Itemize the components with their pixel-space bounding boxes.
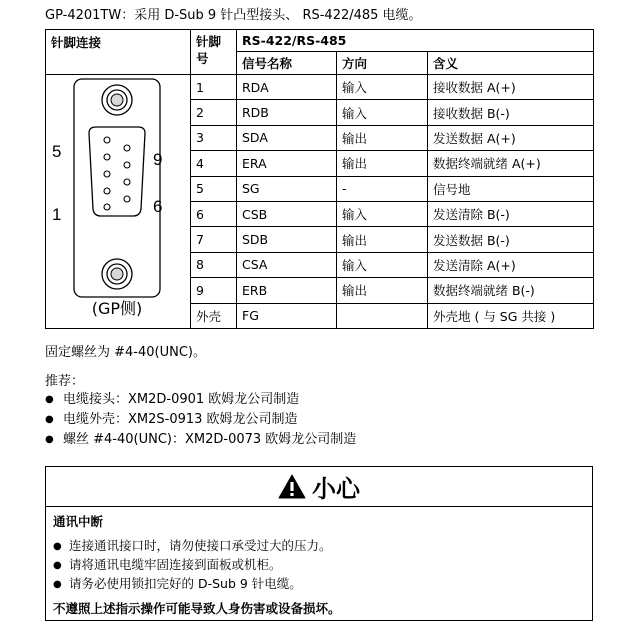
direction-cell: [337, 303, 428, 328]
bullet-icon: ●: [53, 560, 62, 571]
pin-cell: 2: [191, 100, 237, 125]
bullet-icon: ●: [45, 414, 54, 425]
signal-cell: SDB: [237, 227, 337, 252]
gp-side-label: (GP侧): [91, 299, 143, 318]
pin-hole: [104, 188, 110, 194]
direction-cell: 输出: [337, 125, 428, 150]
pin-cell: 1: [191, 75, 237, 100]
pin-hole: [104, 171, 110, 177]
top-screw-icon: [102, 85, 132, 115]
bullet-icon: ●: [45, 394, 54, 405]
table-row: [46, 75, 594, 100]
pin-hole: [124, 196, 130, 202]
meaning-cell: 信号地: [428, 176, 594, 201]
pin-hole: [104, 204, 110, 210]
meaning-cell: 数据终端就绪 A(+): [428, 151, 594, 176]
bullet-icon: ●: [45, 434, 54, 445]
direction-cell: 输入: [337, 201, 428, 226]
caution-item-text: 请务必使用锁扣完好的 D-Sub 9 针电缆。: [69, 576, 302, 591]
pin-hole: [104, 154, 110, 160]
pin-cell: 外壳: [191, 303, 237, 328]
pin-cell: 6: [191, 201, 237, 226]
meaning-cell: 发送数据 A(+): [428, 125, 594, 150]
pin-cell: 4: [191, 151, 237, 176]
meaning-cell: 外壳地 ( 与 SG 共接 ): [428, 303, 594, 328]
pin-cell: 7: [191, 227, 237, 252]
signal-cell: RDB: [237, 100, 337, 125]
signal-cell: SG: [237, 176, 337, 201]
pin-label-1: 1: [52, 205, 62, 224]
direction-cell: -: [337, 176, 428, 201]
pin-label-5: 5: [52, 142, 62, 161]
d-sub-face: [89, 127, 145, 216]
pin-cell: 5: [191, 176, 237, 201]
signal-cell: RDA: [237, 75, 337, 100]
caution-box: [45, 466, 593, 621]
caution-subtitle: 通讯中断: [53, 514, 104, 529]
warning-triangle-icon: [278, 474, 306, 499]
direction-cell: 输入: [337, 75, 428, 100]
recommend-item: [45, 388, 299, 407]
pin-cell: 9: [191, 278, 237, 303]
caution-item: [53, 555, 282, 573]
meaning-cell: 发送数据 B(-): [428, 227, 594, 252]
page-heading: GP-4201TW：采用 D-Sub 9 针凸型接头、 RS-422/485 电缆。: [45, 8, 422, 23]
col-header-meaning: 含义: [428, 52, 594, 75]
caution-item: [53, 574, 302, 592]
recommend-item: [45, 408, 298, 427]
caution-footer: 不遵照上述指示操作可能导致人身伤害或设备损坏。: [53, 601, 341, 616]
pin-hole: [104, 137, 110, 143]
direction-cell: 输出: [337, 278, 428, 303]
meaning-cell: 发送清除 A(+): [428, 252, 594, 277]
signal-cell: ERB: [237, 278, 337, 303]
recommend-item-text: 电缆外壳：XM2S-0913 欧姆龙公司制造: [63, 412, 298, 427]
dsub9-connector-diagram: [46, 75, 191, 328]
direction-cell: 输出: [337, 151, 428, 176]
caution-item-text: 请将通讯电缆牢固连接到面板或机柜。: [69, 557, 282, 572]
direction-cell: 输入: [337, 100, 428, 125]
recommend-item-text: 螺丝 #4-40(UNC)：XM2D-0073 欧姆龙公司制造: [63, 432, 357, 447]
direction-cell: 输出: [337, 227, 428, 252]
bullet-icon: ●: [53, 579, 62, 590]
meaning-cell: 接收数据 B(-): [428, 100, 594, 125]
caution-title: 小心: [312, 475, 360, 503]
meaning-cell: 发送清除 B(-): [428, 201, 594, 226]
signal-cell: SDA: [237, 125, 337, 150]
col-header-connection: 针脚连接: [46, 30, 191, 75]
pin-hole: [124, 162, 130, 168]
caution-item-text: 连接通讯接口时，请勿使接口承受过大的压力。: [69, 538, 332, 553]
pin-cell: 3: [191, 125, 237, 150]
col-header-direction: 方向: [337, 52, 428, 75]
pin-label-9: 9: [153, 150, 163, 169]
pin-cell: 8: [191, 252, 237, 277]
meaning-cell: 接收数据 A(+): [428, 75, 594, 100]
col-header-pin: [191, 30, 237, 75]
pin-label-6: 6: [153, 197, 163, 216]
pin-hole: [124, 145, 130, 151]
caution-header: [46, 467, 592, 507]
pin-hole: [124, 179, 130, 185]
pin-assignment-table: [45, 29, 594, 329]
signal-cell: FG: [237, 303, 337, 328]
col-header-group: RS-422/RS-485: [237, 30, 594, 52]
recommend-item-text: 电缆接头：XM2D-0901 欧姆龙公司制造: [63, 392, 300, 407]
caution-item: [53, 536, 332, 554]
bottom-screw-icon: [102, 259, 132, 289]
recommend-title: 推荐：: [45, 374, 85, 389]
meaning-cell: 数据终端就绪 B(-): [428, 278, 594, 303]
direction-cell: 输入: [337, 252, 428, 277]
signal-cell: CSA: [237, 252, 337, 277]
col-header-pin-text: 针脚号: [196, 34, 222, 66]
fixing-screw-note: 固定螺丝为 #4-40(UNC)。: [45, 345, 206, 360]
connector-diagram-cell: [46, 75, 191, 329]
signal-cell: CSB: [237, 201, 337, 226]
col-header-signal: 信号名称: [237, 52, 337, 75]
bullet-icon: ●: [53, 541, 62, 552]
recommend-item: [45, 428, 356, 447]
signal-cell: ERA: [237, 151, 337, 176]
